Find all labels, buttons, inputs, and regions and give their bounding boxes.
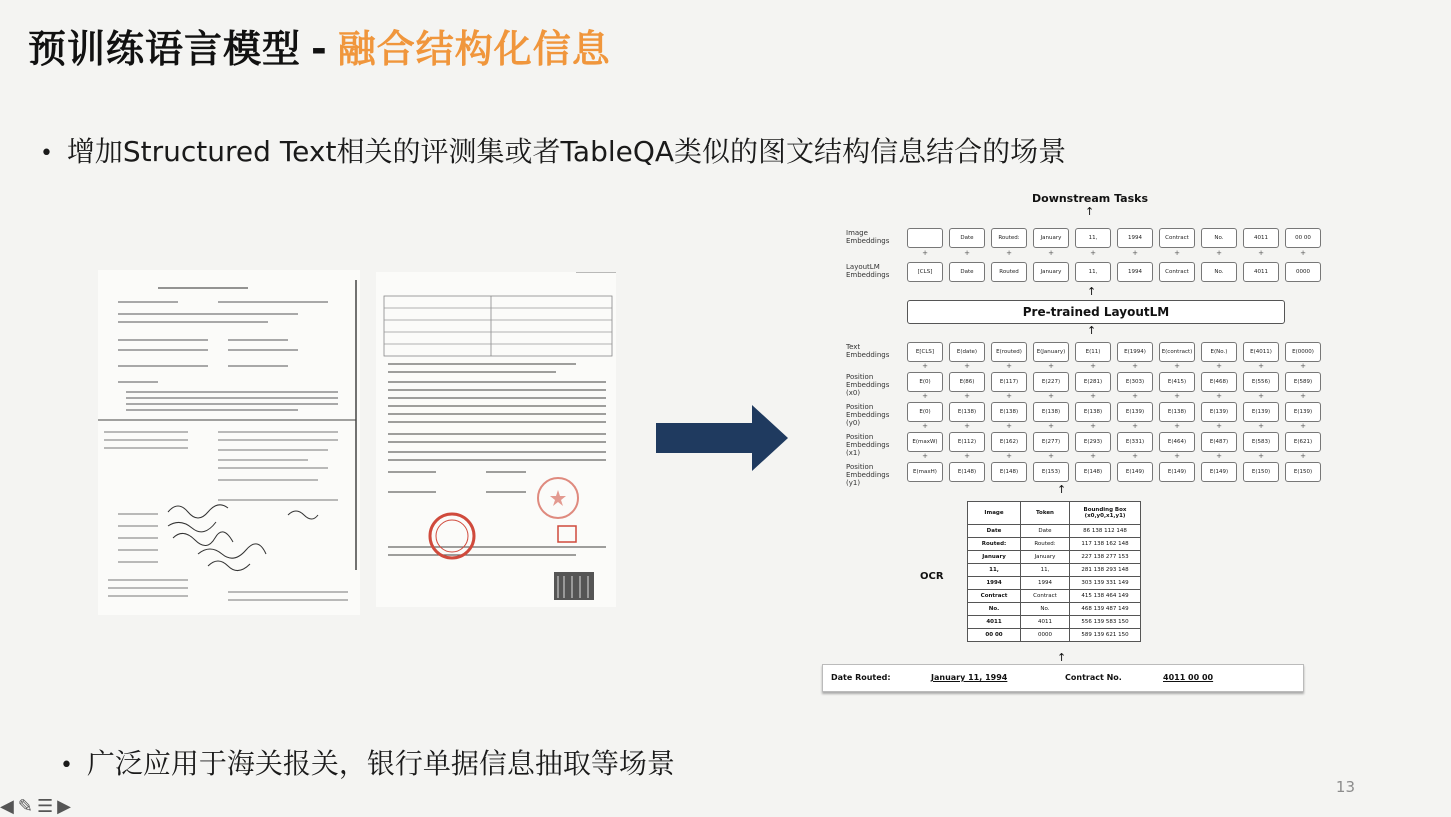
table-row (968, 590, 1141, 603)
plus-icon: + (1048, 392, 1054, 400)
ocr-header-image: Image (968, 502, 1021, 525)
plus-icon: + (1174, 452, 1180, 460)
plus-row (907, 453, 1321, 460)
embedding-cell: [CLS] (907, 262, 943, 282)
plus-icon: + (1174, 392, 1180, 400)
bullet-2 (60, 742, 675, 782)
plus-icon: + (1132, 362, 1138, 370)
table-row (968, 616, 1141, 629)
table-row (968, 629, 1141, 642)
plus-icon: + (964, 392, 970, 400)
table-cell: 1994 (1021, 577, 1070, 590)
embedding-cell: E(maxH) (907, 462, 943, 482)
plus-row (907, 250, 1321, 257)
scanned-document-left (98, 270, 360, 615)
table-cell: No. (968, 603, 1021, 616)
forward-arrow-icon[interactable]: ▶ (57, 796, 75, 817)
plus-icon: + (1216, 362, 1222, 370)
table-cell: 227 138 277 153 (1070, 551, 1141, 564)
plus-icon: + (1300, 362, 1306, 370)
position-y0-row (907, 402, 1321, 422)
embedding-cell: E(1994) (1117, 342, 1153, 362)
plus-icon: + (1300, 249, 1306, 257)
embedding-cell: E(148) (949, 462, 985, 482)
embedding-cell: E(227) (1033, 372, 1069, 392)
position-y1-row (907, 462, 1321, 482)
plus-row (907, 363, 1321, 370)
embedding-cell: E[CLS] (907, 342, 943, 362)
table-cell: 11, (968, 564, 1021, 577)
embedding-cell: No. (1201, 228, 1237, 248)
table-row (968, 538, 1141, 551)
up-arrow-icon: ↑ (1057, 651, 1067, 664)
embedding-cell: 11, (1075, 228, 1111, 248)
table-row (968, 564, 1141, 577)
table-cell: 117 138 162 148 (1070, 538, 1141, 551)
plus-icon: + (1090, 392, 1096, 400)
embedding-cell: E(589) (1285, 372, 1321, 392)
position-x0-row (907, 372, 1321, 392)
table-cell: Date (1021, 525, 1070, 538)
embedding-cell: E(0) (907, 372, 943, 392)
plus-icon: + (922, 249, 928, 257)
table-cell: Routed: (1021, 538, 1070, 551)
plus-icon: + (1300, 422, 1306, 430)
table-cell: 0000 (1021, 629, 1070, 642)
embedding-cell (907, 228, 943, 248)
slide-toolbar (0, 796, 75, 817)
embedding-cell: E(162) (991, 432, 1027, 452)
embedding-cell: E(583) (1243, 432, 1279, 452)
table-cell: Routed: (968, 538, 1021, 551)
pretrained-layoutlm-box: Pre-trained LayoutLM (907, 300, 1285, 324)
plus-icon: + (1216, 249, 1222, 257)
embedding-cell: Contract (1159, 228, 1195, 248)
plus-icon: + (964, 362, 970, 370)
plus-icon: + (1258, 392, 1264, 400)
date-routed-value: January 11, 1994 (931, 673, 1008, 682)
embedding-cell: E(contract) (1159, 342, 1195, 362)
plus-icon: + (1216, 452, 1222, 460)
embedding-cell: Date (949, 228, 985, 248)
ocr-header-token: Token (1021, 502, 1070, 525)
embedding-cell: E(303) (1117, 372, 1153, 392)
table-cell: 303 139 331 149 (1070, 577, 1141, 590)
embedding-cell: E(11) (1075, 342, 1111, 362)
plus-icon: + (964, 422, 970, 430)
table-cell: 00 00 (968, 629, 1021, 642)
embedding-cell: E(149) (1159, 462, 1195, 482)
embedding-cell: E(routed) (991, 342, 1027, 362)
table-cell: Contract (1021, 590, 1070, 603)
ocr-label: OCR (920, 571, 944, 582)
table-row (968, 551, 1141, 564)
table-cell: 281 138 293 148 (1070, 564, 1141, 577)
contract-no-label: Contract No. (1065, 673, 1122, 682)
table-cell: 11, (1021, 564, 1070, 577)
embedding-cell: E(277) (1033, 432, 1069, 452)
layoutlm-diagram (822, 186, 1314, 698)
plus-icon: + (1006, 362, 1012, 370)
table-cell: 4011 (1021, 616, 1070, 629)
embedding-cell: Date (949, 262, 985, 282)
table-cell: 1994 (968, 577, 1021, 590)
layoutlm-embeddings-label: LayoutLM Embeddings (846, 263, 890, 279)
plus-icon: + (1300, 452, 1306, 460)
embedding-cell: 0000 (1285, 262, 1321, 282)
embedding-cell: January (1033, 262, 1069, 282)
scanned-document-right-image (376, 272, 616, 607)
plus-icon: + (1006, 422, 1012, 430)
embedding-cell: E(281) (1075, 372, 1111, 392)
page-title (28, 18, 611, 73)
text-embeddings-label: Text Embeddings (846, 343, 890, 359)
plus-icon: + (922, 422, 928, 430)
embedding-cell: 1994 (1117, 262, 1153, 282)
embedding-cell: E(117) (991, 372, 1027, 392)
title-separator: - (311, 27, 328, 71)
table-cell: No. (1021, 603, 1070, 616)
embedding-cell: Routed: (991, 228, 1027, 248)
table-cell: Date (968, 525, 1021, 538)
document-strip (822, 664, 1304, 692)
up-arrow-icon: ↑ (1085, 205, 1095, 218)
plus-icon: + (964, 452, 970, 460)
plus-icon: + (1090, 452, 1096, 460)
plus-icon: + (1258, 422, 1264, 430)
embedding-cell: E(No.) (1201, 342, 1237, 362)
embedding-cell: Contract (1159, 262, 1195, 282)
table-cell: 4011 (968, 616, 1021, 629)
embedding-cell: E(148) (991, 462, 1027, 482)
plus-icon: + (1174, 362, 1180, 370)
up-arrow-icon: ↑ (1057, 483, 1067, 496)
table-cell: 589 139 621 150 (1070, 629, 1141, 642)
title-main: 预训练语言模型 (28, 27, 302, 71)
plus-icon: + (1174, 422, 1180, 430)
embedding-cell: E(0000) (1285, 342, 1321, 362)
embedding-cell: E(149) (1117, 462, 1153, 482)
plus-icon: + (1174, 249, 1180, 257)
plus-icon: + (1006, 249, 1012, 257)
embedding-cell: E(139) (1243, 402, 1279, 422)
image-embeddings-row (907, 228, 1321, 248)
embedding-cell: 4011 (1243, 262, 1279, 282)
table-row (968, 525, 1141, 538)
plus-icon: + (1006, 392, 1012, 400)
up-arrow-icon: ↑ (1087, 285, 1097, 298)
embedding-cell: E(415) (1159, 372, 1195, 392)
scanned-document-left-image (98, 270, 360, 615)
embedding-cell: E(293) (1075, 432, 1111, 452)
embedding-cell: No. (1201, 262, 1237, 282)
position-x1-row (907, 432, 1321, 452)
plus-icon: + (1090, 422, 1096, 430)
plus-icon: + (1258, 362, 1264, 370)
embedding-cell: 00 00 (1285, 228, 1321, 248)
plus-icon: + (1048, 362, 1054, 370)
right-arrow-icon (656, 405, 788, 471)
position-y1-label: Position Embeddings (y1) (846, 463, 890, 487)
embedding-cell: E(331) (1117, 432, 1153, 452)
table-cell: 86 138 112 148 (1070, 525, 1141, 538)
pen-icon[interactable]: ✎ (17, 796, 37, 817)
table-cell: January (968, 551, 1021, 564)
downstream-tasks-label: Downstream Tasks (1032, 192, 1149, 205)
position-x0-label: Position Embeddings (x0) (846, 373, 890, 397)
table-cell: Contract (968, 590, 1021, 603)
plus-icon: + (1048, 422, 1054, 430)
plus-icon: + (1258, 452, 1264, 460)
embedding-cell: Routed (991, 262, 1027, 282)
embedding-cell: E(468) (1201, 372, 1237, 392)
plus-icon: + (922, 452, 928, 460)
bullet-dot: • (40, 140, 53, 166)
plus-icon: + (1132, 422, 1138, 430)
embedding-cell: 1994 (1117, 228, 1153, 248)
bullet-1 (40, 130, 1066, 170)
embedding-cell: E(139) (1201, 402, 1237, 422)
bullet-2-text: 广泛应用于海关报关，银行单据信息抽取等场景 (86, 747, 675, 780)
embedding-cell: E(112) (949, 432, 985, 452)
embedding-cell: E(January) (1033, 342, 1069, 362)
embedding-cell: E(139) (1285, 402, 1321, 422)
plus-icon: + (1090, 362, 1096, 370)
ocr-table-body (968, 525, 1141, 642)
menu-icon[interactable]: ☰ (36, 796, 58, 817)
table-row (968, 603, 1141, 616)
position-x1-label: Position Embeddings (x1) (846, 433, 890, 457)
embedding-cell: E(621) (1285, 432, 1321, 452)
embedding-cell: E(maxW) (907, 432, 943, 452)
embedding-cell: 4011 (1243, 228, 1279, 248)
contract-no-value: 4011 00 00 (1163, 673, 1214, 682)
plus-icon: + (922, 362, 928, 370)
embedding-cell: E(138) (1075, 402, 1111, 422)
embedding-cell: E(153) (1033, 462, 1069, 482)
embedding-cell: E(0) (907, 402, 943, 422)
table-cell: 468 139 487 149 (1070, 603, 1141, 616)
embedding-cell: E(149) (1201, 462, 1237, 482)
table-cell: 556 139 583 150 (1070, 616, 1141, 629)
page-number: 13 (1335, 778, 1355, 796)
embedding-cell: E(138) (991, 402, 1027, 422)
embedding-cell: E(138) (1033, 402, 1069, 422)
up-arrow-icon: ↑ (1087, 324, 1097, 337)
embedding-cell: E(150) (1243, 462, 1279, 482)
embedding-cell: 11, (1075, 262, 1111, 282)
plus-row (907, 393, 1321, 400)
text-embeddings-row (907, 342, 1321, 362)
plus-icon: + (1132, 392, 1138, 400)
ocr-header-bbox: Bounding Box (x0,y0,x1,y1) (1070, 502, 1141, 525)
embedding-cell: E(556) (1243, 372, 1279, 392)
image-embeddings-label: Image Embeddings (846, 229, 890, 245)
ocr-table (967, 501, 1141, 642)
embedding-cell: E(487) (1201, 432, 1237, 452)
embedding-cell: E(138) (949, 402, 985, 422)
plus-icon: + (922, 392, 928, 400)
plus-row (907, 423, 1321, 430)
embedding-cell: E(138) (1159, 402, 1195, 422)
embedding-cell: E(139) (1117, 402, 1153, 422)
plus-icon: + (1048, 249, 1054, 257)
plus-icon: + (1216, 422, 1222, 430)
embedding-cell: E(date) (949, 342, 985, 362)
table-cell: 415 138 464 149 (1070, 590, 1141, 603)
bullet-dot: • (60, 752, 73, 778)
back-arrow-icon[interactable]: ◀ (0, 796, 18, 817)
embedding-cell: E(150) (1285, 462, 1321, 482)
embedding-cell: E(464) (1159, 432, 1195, 452)
date-routed-label: Date Routed: (831, 673, 891, 682)
plus-icon: + (964, 249, 970, 257)
embedding-cell: E(148) (1075, 462, 1111, 482)
embedding-cell: E(86) (949, 372, 985, 392)
table-cell: January (1021, 551, 1070, 564)
plus-icon: + (1090, 249, 1096, 257)
plus-icon: + (1258, 249, 1264, 257)
plus-icon: + (1216, 392, 1222, 400)
scanned-document-right (376, 272, 616, 607)
title-accent: 融合结构化信息 (337, 27, 611, 71)
embedding-cell: E(4011) (1243, 342, 1279, 362)
bullet-1-text: 增加Structured Text相关的评测集或者TableQA类似的图文结构信息结合的场景 (66, 135, 1067, 168)
plus-icon: + (1300, 392, 1306, 400)
position-y0-label: Position Embeddings (y0) (846, 403, 890, 427)
embedding-cell: January (1033, 228, 1069, 248)
plus-icon: + (1006, 452, 1012, 460)
plus-icon: + (1048, 452, 1054, 460)
plus-icon: + (1132, 452, 1138, 460)
table-row (968, 577, 1141, 590)
plus-icon: + (1132, 249, 1138, 257)
layoutlm-embeddings-row (907, 262, 1321, 282)
